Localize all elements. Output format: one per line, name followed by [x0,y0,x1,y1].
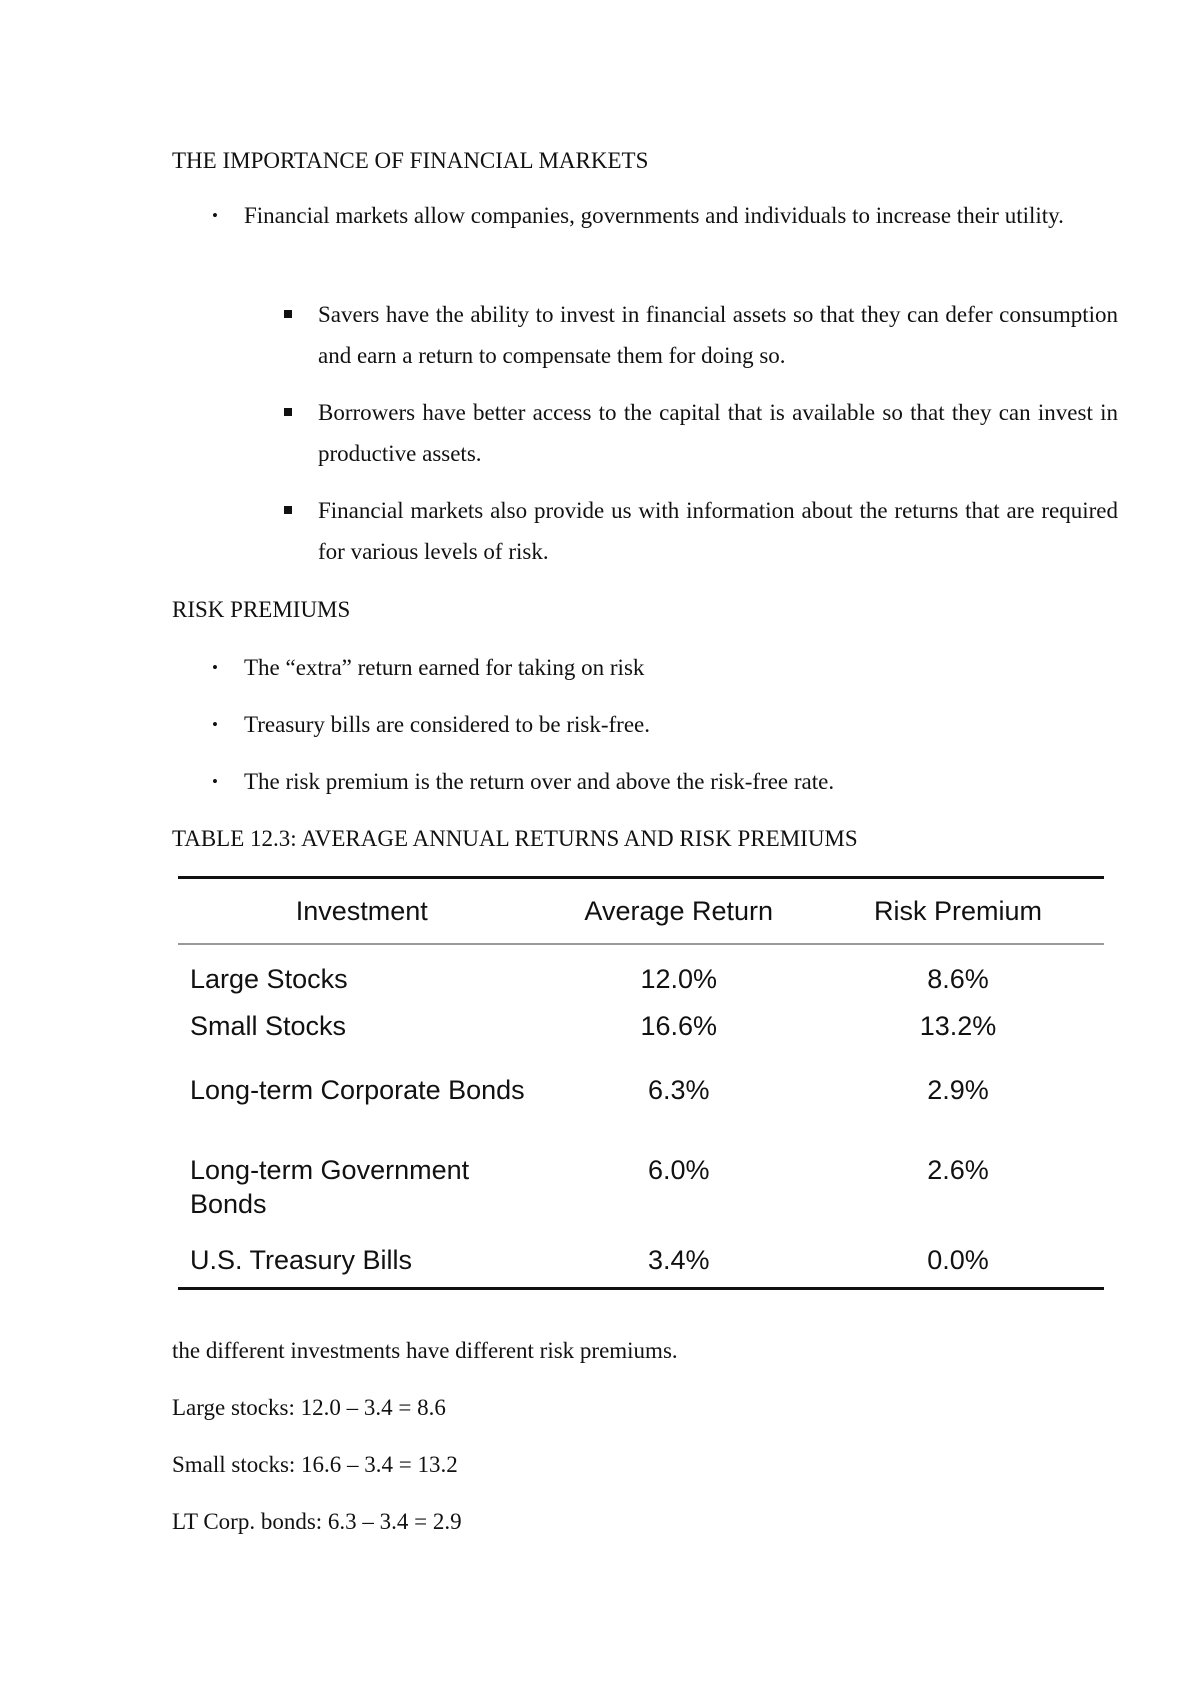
bullet-dot-icon: • [212,658,218,677]
sub-bullet-item [284,392,1118,474]
table-cell: 6.0% [647,1155,710,1185]
note-line: Large stocks: 12.0 – 3.4 = 8.6 [172,1395,446,1420]
table-header-row [178,878,1104,945]
table-caption: TABLE 12.3: AVERAGE ANNUAL RETURNS AND RISK PREMIUMS [172,826,858,851]
bullet-text: The risk premium is the return over and above the risk-free rate. [244,769,835,794]
table-row [178,1243,1104,1289]
table-row [178,1073,1104,1153]
table-cell: Small Stocks [190,1011,347,1041]
section-heading-financial-markets: THE IMPORTANCE OF FINANCIAL MARKETS [172,148,649,173]
table-row [178,1009,1104,1073]
table-cell: Long-term Government Bonds [190,1155,470,1219]
bullet-dot-icon: • [212,206,218,225]
table-cell: 2.9% [927,1075,989,1105]
square-bullet-icon [284,310,292,318]
table-cell: 6.3% [647,1075,710,1105]
bullet-item [212,195,1118,277]
bullet-text: Financial markets allow companies, governments and individuals to increase their utility. [244,203,1064,228]
sub-bullet-text: Savers have the ability to invest in financial assets so that they can defer consumption and earn a return to compensate them for doing so. [318,302,1118,368]
note-line: Small stocks: 16.6 – 3.4 = 13.2 [172,1452,458,1477]
table-row [178,1153,1104,1243]
bullet-item [212,761,1118,802]
bullet-text: Treasury bills are considered to be risk-free. [244,712,650,737]
table-cell: 2.6% [927,1155,989,1185]
bullet-dot-icon: • [212,715,218,734]
column-header: Average Return [546,878,812,945]
table-cell: 8.6% [927,964,989,994]
table-cell: 13.2% [919,1011,997,1041]
table-cell: 3.4% [546,1243,812,1289]
column-header: Investment [178,878,546,945]
table-cell: 12.0% [640,964,718,994]
bullet-text: The “extra” return earned for taking on risk [244,655,645,680]
bullet-item [212,704,1118,745]
bullet-dot-icon: • [212,772,218,791]
table-cell: U.S. Treasury Bills [178,1243,546,1289]
square-bullet-icon [284,506,292,514]
sub-bullet-item [284,294,1118,376]
section-heading-risk-premiums: RISK PREMIUMS [172,597,351,622]
sub-bullet-text: Borrowers have better access to the capital that is available so that they can invest in productive assets. [318,400,1118,466]
note-line: LT Corp. bonds: 6.3 – 3.4 = 2.9 [172,1509,462,1534]
table-cell: 0.0% [812,1243,1104,1289]
table-cell: 16.6% [640,1011,718,1041]
bullet-item [212,647,1118,688]
notes-intro: the different investments have different risk premiums. [172,1338,678,1363]
sub-bullet-text: Financial markets also provide us with information about the returns that are required for various levels of risk. [318,498,1118,564]
table-cell: Long-term Corporate Bonds [190,1075,525,1105]
table-cell: Large Stocks [190,964,348,994]
square-bullet-icon [284,408,292,416]
column-header: Risk Premium [812,878,1104,945]
sub-bullet-item [284,490,1118,572]
table-row [178,944,1104,1009]
returns-table [178,876,1104,1290]
